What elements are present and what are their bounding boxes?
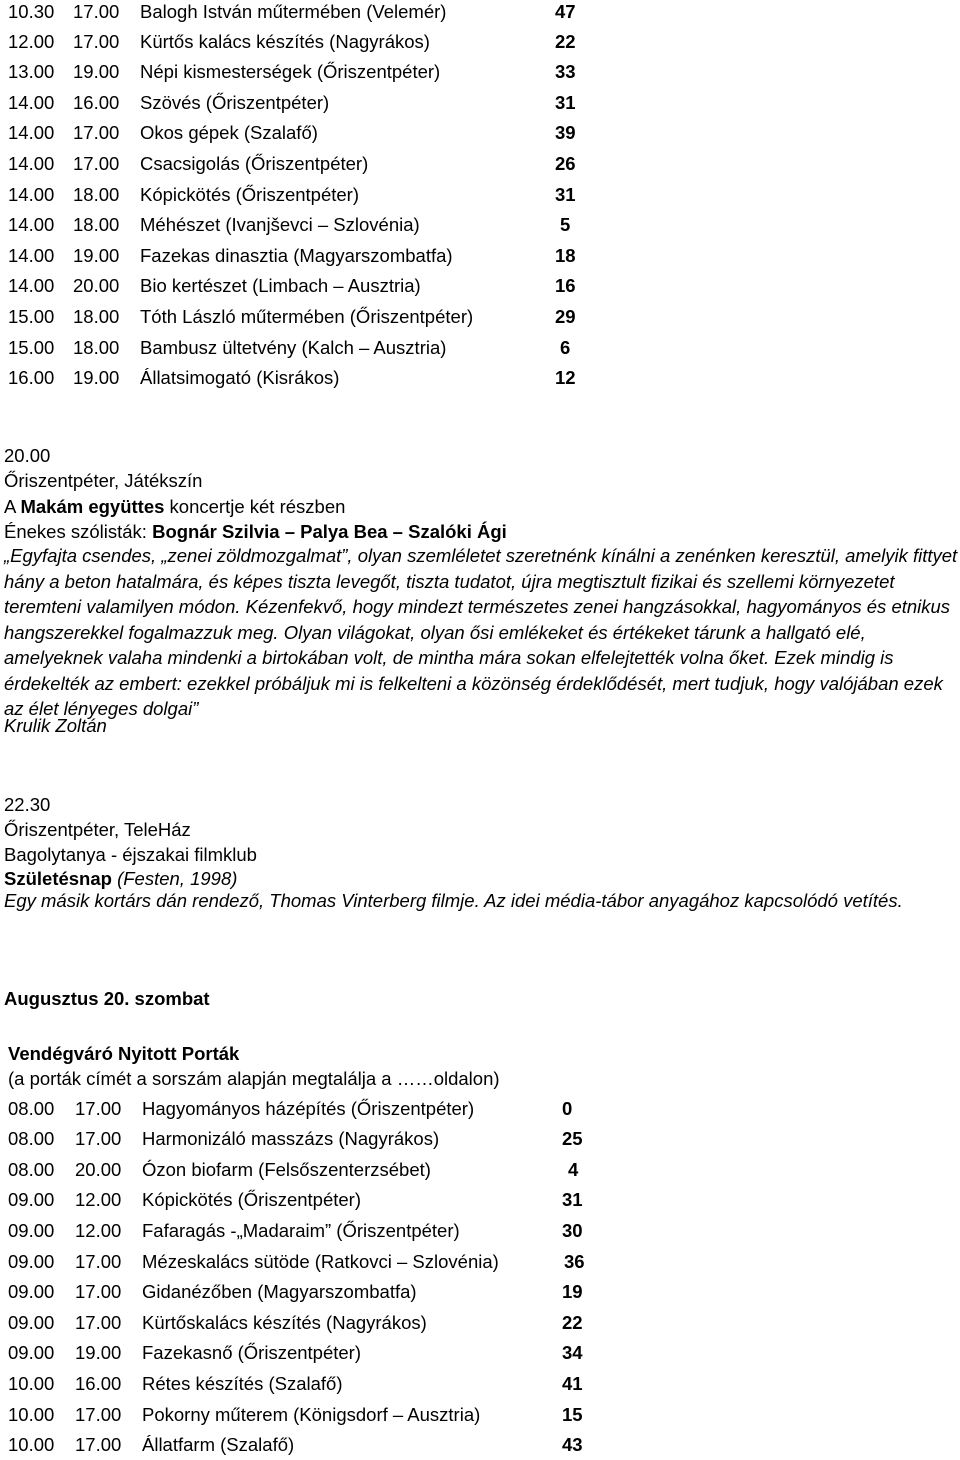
location-number: 12 xyxy=(555,367,576,388)
event-title: Népi kismesterségek (Őriszentpéter) xyxy=(140,61,441,82)
portak-note xyxy=(8,1066,500,1092)
location-number: 15 xyxy=(562,1404,583,1425)
location-number: 0 xyxy=(562,1098,573,1119)
event-title: Rétes készítés (Szalafő) xyxy=(142,1373,343,1394)
film-time: 22.30 xyxy=(4,794,51,815)
event-title: Balogh István műtermében (Velemér) xyxy=(140,1,447,22)
location-number: 31 xyxy=(555,92,576,113)
start-time: 10.30 xyxy=(8,1,55,22)
event-title: Fazekasnő (Őriszentpéter) xyxy=(142,1342,362,1363)
end-time: 18.00 xyxy=(73,306,120,327)
location-number: 22 xyxy=(562,1312,583,1333)
location-number: 25 xyxy=(562,1128,583,1149)
location-number: 47 xyxy=(555,1,576,22)
schedule-row xyxy=(0,1218,960,1244)
start-time: 12.00 xyxy=(8,31,55,52)
event-title: Kópickötés (Őriszentpéter) xyxy=(142,1189,362,1210)
event-title: Fafaragás -„Madaraim” (Őriszentpéter) xyxy=(142,1220,460,1241)
schedule-row xyxy=(0,243,960,269)
schedule-row xyxy=(0,1126,960,1152)
event-title: Állatfarm (Szalafő) xyxy=(142,1434,295,1455)
start-time: 14.00 xyxy=(8,184,55,205)
schedule-row xyxy=(0,90,960,116)
start-time: 14.00 xyxy=(8,275,55,296)
event-title: Harmonizáló masszázs (Nagyrákos) xyxy=(142,1128,440,1149)
schedule-row xyxy=(0,151,960,177)
location-number: 4 xyxy=(568,1159,579,1180)
end-time: 17.00 xyxy=(75,1312,122,1333)
start-time: 14.00 xyxy=(8,153,55,174)
start-time: 09.00 xyxy=(8,1281,55,1302)
location-number: 22 xyxy=(555,31,576,52)
schedule-row xyxy=(0,1310,960,1336)
start-time: 09.00 xyxy=(8,1189,55,1210)
event-title: Méhészet (Ivanjševci – Szlovénia) xyxy=(140,214,420,235)
location-number: 39 xyxy=(555,122,576,143)
location-number: 16 xyxy=(555,275,576,296)
start-time: 09.00 xyxy=(8,1251,55,1272)
event-title: Csacsigolás (Őriszentpéter) xyxy=(140,153,369,174)
end-time: 19.00 xyxy=(75,1342,122,1363)
start-time: 14.00 xyxy=(8,92,55,113)
event-title: Bambusz ültetvény (Kalch – Ausztria) xyxy=(140,337,447,358)
film-club: Bagolytanya - éjszakai filmklub xyxy=(4,844,257,865)
location-number: 43 xyxy=(562,1434,583,1455)
film-title: Születésnap xyxy=(4,868,112,889)
location-number: 19 xyxy=(562,1281,583,1302)
end-time: 17.00 xyxy=(75,1404,122,1425)
start-time: 10.00 xyxy=(8,1434,55,1455)
end-time: 17.00 xyxy=(73,1,120,22)
concert-quote: „Egyfajta csendes, „zenei zöldmozgalmat”, olyan szemléletet szeretnénk kínálni a zenénken keresztül, amelyik fittyet hány a beton hatalmára, és képes tiszta levegőt, tiszta tudatot, újra megtisztult fizikai és szellemi környezetet teremteni valamilyen módon. Kézenfekvő, hogy mindezt természetes zenei hangzásokkal, hagyományos és etnikus hangszerekkel fogalmazzuk meg. Olyan világokat, olyan ősi emlékeket és értékeket tárunk a hallgató elé, amelyeknek valaha mindenki a birtokában volt, de mintha mára sokan elfelejtették volna őket. Ezek mindig is érdekelték az embert: ezekkel próbáljuk mi is felkelteni a közönség érdeklődését, mert tudjuk, hogy valójában ezek az élet lényeges dolgai” xyxy=(4,545,958,719)
end-time: 17.00 xyxy=(75,1251,122,1272)
schedule-row xyxy=(0,120,960,146)
schedule-row xyxy=(0,1432,960,1458)
end-time: 19.00 xyxy=(73,245,120,266)
location-number: 31 xyxy=(555,184,576,205)
film-place: Őriszentpéter, TeleHáz xyxy=(4,819,191,840)
event-title: Kürtőskalács készítés (Nagyrákos) xyxy=(142,1312,427,1333)
schedule-row xyxy=(0,1187,960,1213)
start-time: 13.00 xyxy=(8,61,55,82)
end-time: 17.00 xyxy=(73,153,120,174)
schedule-row xyxy=(0,0,960,25)
event-title: Mézeskalács sütöde (Ratkovci – Szlovénia) xyxy=(142,1251,499,1272)
portak-note-dots: …… xyxy=(396,1068,434,1089)
location-number: 26 xyxy=(555,153,576,174)
event-title: Szövés (Őriszentpéter) xyxy=(140,92,330,113)
event-title: Tóth László műtermében (Őriszentpéter) xyxy=(140,306,474,327)
location-number: 31 xyxy=(562,1189,583,1210)
start-time: 08.00 xyxy=(8,1098,55,1119)
concert-prefix: A xyxy=(4,496,21,517)
location-number: 36 xyxy=(564,1251,585,1272)
end-time: 17.00 xyxy=(75,1128,122,1149)
location-number: 29 xyxy=(555,306,576,327)
schedule-row xyxy=(0,29,960,55)
start-time: 09.00 xyxy=(8,1220,55,1241)
event-title: Fazekas dinasztia (Magyarszombatfa) xyxy=(140,245,453,266)
film-description: Egy másik kortárs dán rendező, Thomas Vinterberg filmje. Az idei média-tábor anyagához kapcsolódó vetítés. xyxy=(4,890,903,911)
end-time: 12.00 xyxy=(75,1189,122,1210)
end-time: 18.00 xyxy=(73,214,120,235)
start-time: 09.00 xyxy=(8,1342,55,1363)
end-time: 17.00 xyxy=(73,122,120,143)
start-time: 14.00 xyxy=(8,245,55,266)
location-number: 18 xyxy=(555,245,576,266)
end-time: 19.00 xyxy=(73,61,120,82)
location-number: 34 xyxy=(562,1342,583,1363)
soloists-label: Énekes szólisták: xyxy=(4,521,153,542)
event-title: Ózon biofarm (Felsőszenterzsébet) xyxy=(142,1159,431,1180)
schedule-row xyxy=(0,1371,960,1397)
schedule-row xyxy=(0,335,960,361)
location-number: 30 xyxy=(562,1220,583,1241)
start-time: 14.00 xyxy=(8,214,55,235)
event-title: Hagyományos házépítés (Őriszentpéter) xyxy=(142,1098,475,1119)
start-time: 15.00 xyxy=(8,337,55,358)
event-title: Kürtős kalács készítés (Nagyrákos) xyxy=(140,31,430,52)
event-title: Gidanézőben (Magyarszombatfa) xyxy=(142,1281,417,1302)
schedule-row xyxy=(0,182,960,208)
concert-place: Őriszentpéter, Játékszín xyxy=(4,470,203,491)
concert-title-line xyxy=(4,494,345,520)
end-time: 17.00 xyxy=(75,1281,122,1302)
day-heading: Augusztus 20. szombat xyxy=(4,988,210,1009)
schedule-row xyxy=(0,1157,960,1183)
end-time: 18.00 xyxy=(73,184,120,205)
location-number: 41 xyxy=(562,1373,583,1394)
concert-suffix: koncertje két részben xyxy=(164,496,346,517)
end-time: 16.00 xyxy=(73,92,120,113)
schedule-row xyxy=(0,1340,960,1366)
band-name: Makám együttes xyxy=(20,496,165,517)
end-time: 17.00 xyxy=(75,1434,122,1455)
film-title-extra: (Festen, 1998) xyxy=(111,868,238,889)
schedule-row xyxy=(0,59,960,85)
schedule-row xyxy=(0,365,960,391)
concert-time: 20.00 xyxy=(4,445,51,466)
location-number: 33 xyxy=(555,61,576,82)
event-title: Okos gépek (Szalafő) xyxy=(140,122,318,143)
start-time: 14.00 xyxy=(8,122,55,143)
start-time: 08.00 xyxy=(8,1159,55,1180)
event-title: Állatsimogató (Kisrákos) xyxy=(140,367,340,388)
schedule-row xyxy=(0,1279,960,1305)
portak-heading: Vendégváró Nyitott Porták xyxy=(8,1043,240,1064)
event-title: Bio kertészet (Limbach – Ausztria) xyxy=(140,275,421,296)
schedule-row xyxy=(0,1096,960,1122)
end-time: 19.00 xyxy=(73,367,120,388)
start-time: 10.00 xyxy=(8,1404,55,1425)
location-number: 6 xyxy=(560,337,571,358)
start-time: 09.00 xyxy=(8,1312,55,1333)
start-time: 10.00 xyxy=(8,1373,55,1394)
start-time: 16.00 xyxy=(8,367,55,388)
start-time: 08.00 xyxy=(8,1128,55,1149)
end-time: 18.00 xyxy=(73,337,120,358)
quote-author: Krulik Zoltán xyxy=(4,715,107,736)
schedule-row xyxy=(0,1402,960,1428)
start-time: 15.00 xyxy=(8,306,55,327)
end-time: 12.00 xyxy=(75,1220,122,1241)
end-time: 17.00 xyxy=(75,1098,122,1119)
event-title: Pokorny műterem (Königsdorf – Ausztria) xyxy=(142,1404,481,1425)
schedule-row xyxy=(0,273,960,299)
soloists-names: Bognár Szilvia – Palya Bea – Szalóki Ági xyxy=(152,521,507,542)
location-number: 5 xyxy=(560,214,571,235)
soloists-line xyxy=(4,519,507,545)
portak-note-before: (a porták címét a sorszám alapján megtalálja a xyxy=(8,1068,397,1089)
end-time: 20.00 xyxy=(75,1159,122,1180)
end-time: 17.00 xyxy=(73,31,120,52)
portak-note-after: oldalon) xyxy=(433,1068,500,1089)
schedule-row xyxy=(0,304,960,330)
end-time: 16.00 xyxy=(75,1373,122,1394)
end-time: 20.00 xyxy=(73,275,120,296)
event-title: Kópickötés (Őriszentpéter) xyxy=(140,184,360,205)
schedule-row xyxy=(0,212,960,238)
schedule-row xyxy=(0,1249,960,1275)
